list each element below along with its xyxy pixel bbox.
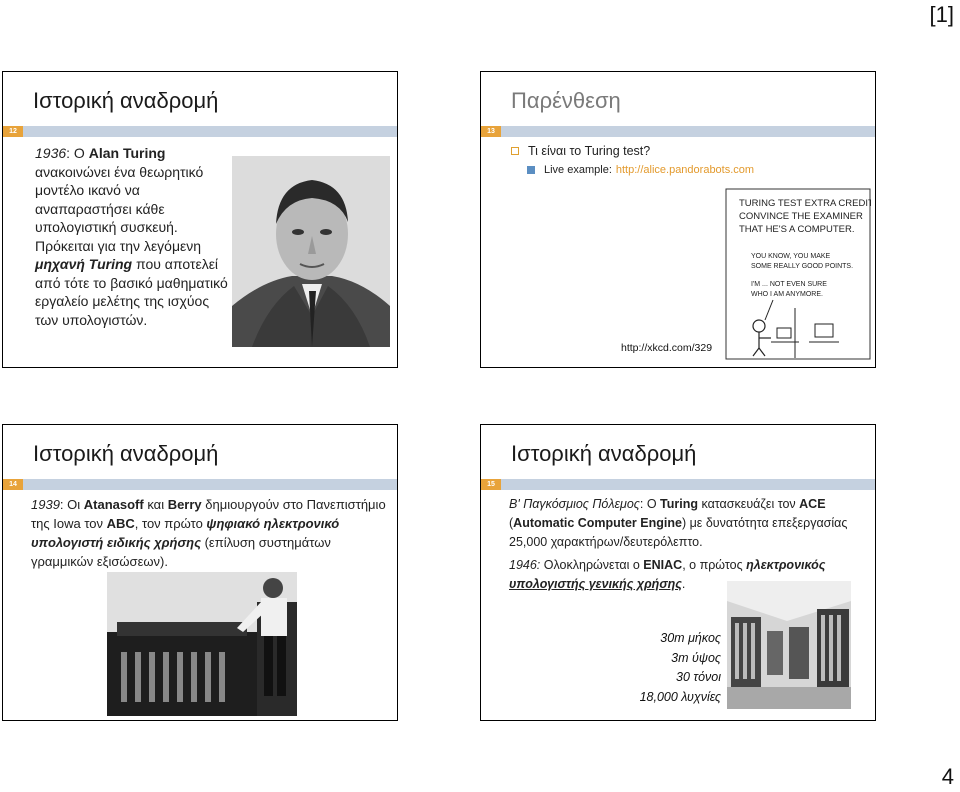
slide-title: Ιστορική αναδρομή [511, 441, 697, 466]
xkcd-comic [725, 188, 871, 360]
turing-machine-term: μηχανή Turing [35, 256, 133, 272]
text-run: δημιουργούν στο Πανεπιστήμιο της Iowa τον [31, 497, 386, 531]
abc-computer-photo [107, 572, 297, 716]
comic-heading-3: THAT HE'S A COMPUTER. [739, 224, 855, 235]
slide-band [3, 126, 397, 137]
bullet-list [511, 144, 754, 182]
stat-height: 3m ύψος [671, 650, 721, 665]
text-run: ( [509, 516, 514, 530]
slide-15 [480, 424, 876, 721]
stat-tubes: 18,000 λυχνίες [639, 689, 721, 704]
person-name: Turing [660, 497, 698, 511]
slide-number: 12 [3, 126, 23, 137]
slide-title: Ιστορική αναδρομή [33, 88, 219, 113]
text-run: , ο πρώτος [682, 558, 747, 572]
emphasis-term: ηλεκτρονικός [746, 558, 826, 572]
text-run: κατασκευάζει τον [698, 497, 800, 511]
page-number: 4 [941, 764, 954, 789]
slide-title: Ιστορική αναδρομή [33, 441, 219, 466]
text-run: : Οι [59, 497, 84, 512]
person-name: Berry [167, 497, 202, 512]
bullet-text: Τι είναι το Turing test? [528, 144, 651, 158]
bullet-text: Live example: [544, 164, 612, 176]
comic-speech-1b: SOME REALLY GOOD POINTS. [751, 263, 854, 270]
list-item [527, 164, 754, 176]
year: 1946: [509, 558, 541, 572]
eniac-term: ENIAC [643, 558, 683, 572]
comic-caption: http://xkcd.com/329 [621, 342, 713, 354]
text-run: , τον πρώτο [134, 516, 207, 531]
eniac-photo [727, 581, 851, 709]
text-run: . [681, 577, 686, 591]
slide-14 [2, 424, 398, 721]
text-run: Ολοκληρώνεται ο [540, 558, 644, 572]
person-name: Atanasoff [83, 497, 144, 512]
comic-heading-1: TURING TEST EXTRA CREDIT: [739, 198, 871, 209]
text-run: : Ο [66, 145, 89, 161]
ace-full-name: Automatic Computer Engine [513, 516, 682, 530]
slide-13 [480, 71, 876, 368]
text-run: ανακοινώνει ένα θεωρητικό μοντέλο ικανό να αναπαραστήσει κάθε υπολογιστική συσκευή. Πρόκειται για την λεγόμενη [35, 163, 204, 254]
eniac-stats [621, 629, 721, 707]
stat-length: 30m μήκος [660, 631, 721, 645]
comic-speech-1a: YOU KNOW, YOU MAKE [751, 253, 831, 260]
text-run: και [143, 497, 168, 512]
pandorabots-link[interactable]: http://alice.pandorabots.com [615, 164, 755, 176]
emphasis-term: ψηφιακό ηλεκτρονικό υπολογιστή ειδικής χρήσης [31, 516, 340, 550]
slide-band [481, 479, 875, 490]
stat-weight: 30 τόνοι [676, 670, 721, 684]
paragraph-gap [509, 552, 869, 556]
slide-12 [2, 71, 398, 368]
comic-speech-2a: I'M ... NOT EVEN SURE [751, 281, 827, 288]
page-label: [1] [929, 2, 954, 27]
comic-heading-2: CONVINCE THE EXAMINER [739, 211, 863, 222]
slide-title: Παρένθεση [511, 88, 621, 113]
slide-band [481, 126, 875, 137]
bullet-icon [511, 147, 519, 155]
war-label: Β' Παγκόσμιος Πόλεμος [509, 497, 640, 511]
comic-speech-2b: WHO I AM ANYMORE. [751, 291, 823, 298]
slide-number: 14 [3, 479, 23, 490]
text-run: (επίλυση συστημάτων γραμμικών εξισώσεων). [31, 535, 331, 569]
slide-number: 15 [481, 479, 501, 490]
slide-body [31, 495, 386, 571]
slide-band [3, 479, 397, 490]
abc-term: ABC [106, 516, 135, 531]
ace-term: ACE [799, 497, 826, 511]
bullet-icon [527, 166, 535, 174]
emphasis-term-underlined: υπολογιστής γενικής χρήσης [509, 577, 682, 591]
year: 1939 [31, 497, 60, 512]
year: 1936 [35, 145, 67, 161]
text-run: που αποτελεί από τότε το βασικό μαθηματικό εργαλείο μελέτης της ισχύος των υπολογιστών. [35, 256, 228, 328]
text-run: ) με δυνατότητα επεξεργασίας 25,000 χαρακτήρων/δευτερόλεπτο. [509, 516, 848, 549]
list-item [511, 144, 754, 158]
text-run: : Ο [639, 497, 661, 511]
person-name: Alan Turing [88, 145, 166, 161]
slide-body [35, 144, 231, 329]
slide-body [509, 495, 869, 594]
slide-number: 13 [481, 126, 501, 137]
alan-turing-portrait [232, 156, 390, 347]
